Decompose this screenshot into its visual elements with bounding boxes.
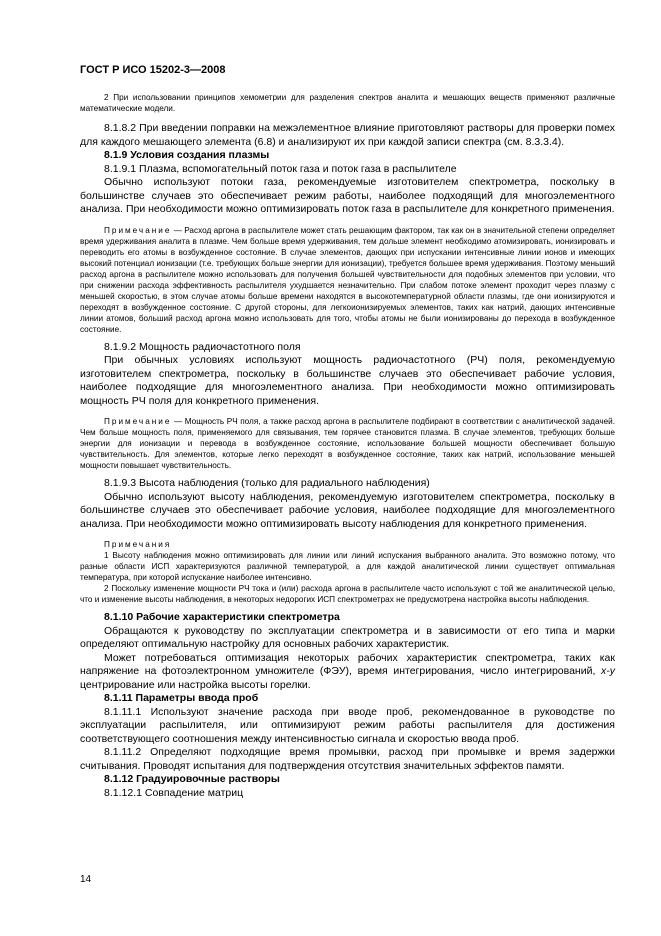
subheading-8-1-12-1: 8.1.12.1 Совпадение матриц — [104, 786, 244, 799]
note-rf-power — [80, 416, 615, 471]
note-text: — Расход аргона в распылителе может стать решающим фактором, так как он в значительной степени определяет время удерживания аналита в плазме. Чем больше время удерживания, тем дольше элемент необходимо атомизировать, ионизировать и переводить его атомы в возбужденное состояние. В случае элементов, дающих при испускании интенсивные линии ионов и имеющих высокий потенциал ионизации (т.е. требующих больше энергии для ионизации), требуется большее время удерживания. Поэтому меньший расход аргона в распылителе можно использовать для получения большей чувствительности для подобных элементов при условии, что при снижении расхода эффективность распылителя ухудшается незначительно. При слабом потоке элемент проходит через плазму с меньшей скоростью, в этом случае атомы больше времени находятся в высокотемпературной области плазмы, где они ионизируются и переходят в возбужденное состояние. С другой стороны, для легкоионизируемых элементов, таких как натрий, дающих интенсивные линии атомов, больший расход аргона можно использовать для того, чтобы атомы не были ионизированы до перехода в возбужденное состояние. — [80, 225, 615, 334]
note-text: — Мощность РЧ поля, а также расход аргона в распылителе подбирают в соответствии с аналитической задачей. Чем больше мощность поля, применяемого для связывания, тем горячее становится плазма. В случае элементов, требующих больше энергии для ионизации и перевода в возбужденное состояние, использование большей мощности обеспечивает большую чувствительность. Для элементов, которые легко переходят в возбужденное состояние, таких как натрий, использование меньшей мощности повышает чувствительность. — [80, 417, 615, 470]
xy-term: x-y — [601, 665, 615, 677]
page-number: 14 — [80, 874, 92, 885]
note-argon-flow — [80, 225, 615, 335]
heading-8-1-10: 8.1.10 Рабочие характеристики спектрометра — [104, 611, 340, 623]
heading-8-1-9: 8.1.9 Условия создания плазмы — [104, 149, 270, 161]
notes-label: Примечания — [104, 540, 172, 549]
paragraph-gas-flows: Обычно используют потоки газа, рекомендуемые изготовителем спектрометра, поскольку в большинстве случаев это обеспечивает режим работы, наиболее подходящий для многоэлементного анализа. При необходимости можно оптимизировать поток газа в распылителе для конкретного применения. — [80, 176, 615, 215]
document-body — [80, 92, 615, 800]
paragraph-8-1-11-1: 8.1.11.1 Используют значение расхода при вводе проб, рекомендованное в руководстве по эксплуатации распылителя, или оптимизируют режим работы распылителя для достижения соответствующего соотношения между интенсивностью сигнала и скоростью ввода проб. — [80, 705, 615, 745]
heading-8-1-12: 8.1.12 Градуировочные растворы — [104, 773, 280, 785]
paragraph-rf-power: При обычных условиях используют мощность радиочастотного (РЧ) поля, рекомендуемую изготовителем спектрометра, поскольку в большинстве случаев это обеспечивает рабочие условия, наиболее подходящие для многоэлементного анализа. При необходимости можно оптимизировать мощность РЧ поля для конкретного применения. — [80, 354, 615, 407]
heading-8-1-11: 8.1.11 Параметры ввода проб — [104, 692, 259, 704]
note-label: Примечание — [104, 225, 172, 235]
subheading-8-1-9-2: 8.1.9.2 Мощность радиочастотного поля — [104, 340, 301, 353]
paragraph-8-1-8-2: 8.1.8.2 При введении поправки на межэлементное влияние приготовляют растворы для проверки помех для каждого мешающего элемента (6.8) и анализируют их при каждой записи спектра (см. 8.3.3.4). — [80, 122, 615, 148]
subheading-8-1-9-3: 8.1.9.3 Высота наблюдения (только для радиального наблюдения) — [104, 477, 430, 489]
optimization-text-b: центрирование или настройка высоты горелки. — [80, 678, 311, 691]
note-2-viewing-height: 2 Поскольку изменение мощности РЧ тока и (или) расхода аргона в распылителе часто используют с той же аналитической целью, что и изменение высоты наблюдения, в некоторых недорогих ИСП спектрометрах не предусмотрена настройка высоты наблюдения. — [80, 584, 615, 604]
subheading-8-1-9-1: 8.1.9.1 Плазма, вспомогательный поток газа и поток газа в распылителе — [104, 162, 457, 175]
paragraph-viewing-height: Обычно используют высоту наблюдения, рекомендуемую изготовителем спектрометра, поскольку в большинстве случаев это обеспечивает рабочие условия, наиболее подходящие для многоэлементного анализа. При необходимости можно оптимизировать высоту наблюдения для конкретного применения. — [80, 490, 615, 530]
paragraph-optimization — [80, 652, 615, 693]
paragraph-8-1-11-2: 8.1.11.2 Определяют подходящие время промывки, расход при промывке и время задержки считывания. Проводят испытания для подтверждения отсутствия значительных эффектов памяти. — [80, 746, 615, 772]
optimization-text-a: Может потребоваться оптимизация некоторых рабочих характеристик спектрометра, таких как напряжение на фотоэлектронном умножителе (ФЭУ), время интегрирования, число интегрирований, — [80, 651, 615, 677]
document-header: ГОСТ Р ИСО 15202-3—2008 — [80, 64, 226, 76]
note-label: Примечание — [104, 417, 172, 426]
note-1-viewing-height: 1 Высоту наблюдения можно оптимизировать для линии или линий испускания выбранного аналита. Это возможно потому, что разные области ИСП характеризуются различной температурой, а для каждой аналитической линии существует оптимальная температура, при которой испускание наиболее интенсивно. — [80, 551, 615, 582]
paragraph-spectrometer-manual: Обращаются к руководству по эксплуатации спектрометра и в зависимости от его типа и марки определяют оптимальную настройку для основных рабочих характеристик. — [80, 624, 615, 650]
note-chemometrics: 2 При использовании принципов хемометрии для разделения спектров аналита и мешающих веществ применяют различные математические модели. — [80, 93, 615, 113]
